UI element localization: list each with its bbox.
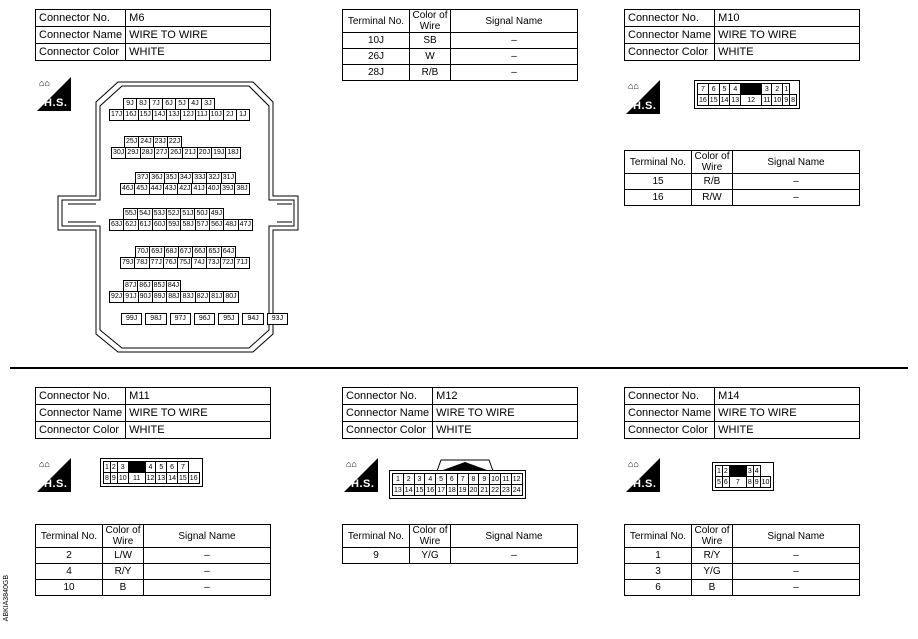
- pin-cell: 94J: [242, 313, 263, 325]
- pin-cell: 24: [512, 486, 521, 494]
- color-of-wire-header: Color of Wire: [692, 525, 733, 548]
- m14-pin-layout: [712, 462, 774, 491]
- pin-cell: 7: [457, 474, 468, 485]
- pin-cell: 13: [157, 474, 166, 482]
- section-divider: [10, 367, 908, 369]
- pin-cell: 98J: [145, 313, 166, 325]
- hs-icon: ⌂⌂ H.S.: [37, 458, 71, 492]
- pin-cell: 19: [458, 486, 467, 494]
- signal-name-header: Signal Name: [733, 525, 860, 548]
- pin-row: [716, 466, 771, 477]
- connector-color-value: WHITE: [126, 44, 271, 61]
- color-of-wire-header: Color of Wire: [692, 151, 733, 174]
- connector-name-label: Connector Name: [36, 405, 126, 422]
- pin-cell: 44J: [149, 183, 164, 195]
- signal-name-cell: –: [451, 33, 578, 49]
- connector-no-value: M6: [126, 10, 271, 27]
- pin-cell: 47J: [238, 219, 253, 231]
- signal-name-header: Signal Name: [733, 151, 860, 174]
- pin-cell: 19J: [211, 147, 226, 159]
- pin-cell: 10: [491, 475, 499, 483]
- pin-cell: 5: [717, 478, 721, 486]
- signal-name-cell: –: [733, 580, 860, 596]
- pin-cell: 28J: [140, 147, 155, 159]
- pin-cell: 4: [425, 474, 436, 485]
- connector-info-m11: [35, 387, 271, 439]
- pin-cell: 57J: [195, 219, 210, 231]
- pin-cell: 2: [723, 467, 728, 475]
- hs-icon: ⌂⌂ H.S.: [626, 80, 660, 114]
- connector-name-label: Connector Name: [343, 405, 433, 422]
- pin-cell: 48J: [223, 219, 238, 231]
- pin-cell: 38J: [234, 183, 249, 195]
- signal-name-cell: –: [733, 174, 860, 190]
- pin-cell: 37J: [135, 172, 150, 184]
- pin-cell: 4: [145, 462, 156, 473]
- connector-name-value: WIRE TO WIRE: [715, 405, 860, 422]
- pin-cell: 20: [469, 486, 478, 494]
- connector-no-value: M10: [715, 10, 860, 27]
- connector-color-label: Connector Color: [343, 422, 433, 439]
- pin-cell: 6: [167, 462, 178, 473]
- terminal-table-m12: [342, 524, 578, 564]
- pin-cell: 63J: [109, 219, 124, 231]
- signal-name-cell: –: [451, 49, 578, 65]
- pin-cell: 16: [426, 486, 435, 494]
- wire-color-cell: R/B: [692, 174, 733, 190]
- signal-name-header: Signal Name: [144, 525, 271, 548]
- pin-row: [110, 291, 239, 303]
- pin-cell: 16: [189, 474, 198, 482]
- signal-name-cell: –: [733, 190, 860, 206]
- pin-cell: 2: [772, 84, 783, 95]
- pin-row: [393, 485, 523, 496]
- connector-info-m6: [35, 9, 271, 61]
- pin-cell: 84J: [166, 280, 181, 292]
- pin-cell: 29J: [125, 147, 140, 159]
- signal-name-cell: –: [144, 564, 271, 580]
- connector-name-label: Connector Name: [625, 405, 715, 422]
- connector-color-value: WHITE: [433, 422, 578, 439]
- terminal-no-header: Terminal No.: [625, 525, 692, 548]
- pin-cell: 8J: [136, 98, 150, 110]
- terminal-no-header: Terminal No.: [343, 10, 410, 33]
- pin-row: [104, 462, 200, 473]
- pin-cell: 96J: [194, 313, 215, 325]
- pin-cell: 11: [128, 473, 145, 484]
- pin-cell: 34J: [178, 172, 193, 184]
- pin-cell: 88J: [166, 291, 181, 303]
- pin-cell: 9: [754, 478, 759, 486]
- pin-cell: 82J: [195, 291, 210, 303]
- pin-cell: 6: [446, 474, 457, 485]
- pin-cell: 17J: [109, 109, 124, 121]
- pin-cell: 72J: [220, 257, 235, 269]
- wire-color-cell: SB: [410, 33, 451, 49]
- pin-cell: 22: [491, 486, 499, 494]
- signal-name-cell: –: [144, 548, 271, 564]
- connector-no-value: M12: [433, 388, 578, 405]
- terminal-no-cell: 16: [625, 190, 692, 206]
- connector-color-label: Connector Color: [36, 44, 126, 61]
- m11-pin-layout: [100, 458, 203, 487]
- pin-cell: 4J: [188, 98, 202, 110]
- terminal-no-cell: 6: [625, 580, 692, 596]
- pin-cell: 91J: [123, 291, 138, 303]
- pin-cell: 92J: [109, 291, 124, 303]
- connector-color-label: Connector Color: [36, 422, 126, 439]
- pin-cell: 14J: [152, 109, 167, 121]
- pin-cell: 10: [773, 96, 782, 104]
- connector-info-m10: [624, 9, 860, 61]
- pin-cell: 33J: [192, 172, 207, 184]
- terminal-no-header: Terminal No.: [625, 151, 692, 174]
- pin-cell: 86J: [137, 280, 152, 292]
- pin-cell: 83J: [180, 291, 195, 303]
- pin-cell: 18J: [225, 147, 240, 159]
- pin-cell: 30J: [111, 147, 126, 159]
- connector-no-label: Connector No.: [36, 10, 126, 27]
- pin-cell: 73J: [206, 257, 221, 269]
- pin-cell: 56J: [209, 219, 224, 231]
- table-row: [625, 174, 860, 190]
- pin-row: [118, 313, 288, 325]
- terminal-no-cell: 2: [36, 548, 103, 564]
- terminal-no-cell: 28J: [343, 65, 410, 81]
- wire-color-cell: R/Y: [103, 564, 144, 580]
- pin-cell: 1J: [236, 109, 250, 121]
- pin-cell: 8: [747, 478, 752, 486]
- signal-name-cell: –: [451, 65, 578, 81]
- pin-cell: 58J: [180, 219, 195, 231]
- pin-cell: 12: [146, 474, 155, 482]
- table-row: [625, 564, 860, 580]
- pin-cell: 8: [791, 96, 796, 104]
- pin-cell: 11J: [195, 109, 210, 121]
- pin-cell: 3: [762, 84, 772, 95]
- pin-cell: 67J: [178, 246, 193, 258]
- pin-cell: 1: [784, 85, 789, 93]
- pin-row: [104, 473, 200, 484]
- pin-cell: 21: [480, 486, 489, 494]
- pin-cell: 7: [698, 84, 709, 95]
- terminal-no-cell: 4: [36, 564, 103, 580]
- pin-cell: 97J: [170, 313, 191, 325]
- pin-cell: 71J: [234, 257, 249, 269]
- pin-cell: 16J: [123, 109, 138, 121]
- pin-cell: 55J: [123, 208, 138, 220]
- pin-cell: 85J: [152, 280, 167, 292]
- pin-cell: 27J: [154, 147, 169, 159]
- pin-cell: 25J: [124, 136, 139, 148]
- pin-cell: 17: [437, 486, 445, 494]
- connector-name-value: WIRE TO WIRE: [126, 27, 271, 44]
- terminal-table-m14: [624, 524, 860, 596]
- pin-cell: 42J: [177, 183, 192, 195]
- pin-cell: 99J: [121, 313, 142, 325]
- pin-cell: 10: [118, 474, 127, 482]
- pin-cell: 8: [105, 474, 109, 482]
- pin-cell: 35J: [164, 172, 179, 184]
- pin-cell: 4: [754, 467, 759, 475]
- hs-icon: ⌂⌂ H.S.: [626, 458, 660, 492]
- pin-cell: 40J: [206, 183, 221, 195]
- color-of-wire-header: Color of Wire: [410, 10, 451, 33]
- pin-cell: 53J: [152, 208, 167, 220]
- pin-row: [121, 183, 250, 195]
- pin-cell: 78J: [134, 257, 149, 269]
- pin-cell: 76J: [163, 257, 178, 269]
- pin-cell: 51J: [180, 208, 195, 220]
- pin-cell: 36J: [149, 172, 164, 184]
- wire-color-cell: Y/G: [410, 548, 451, 564]
- connector-info-m14: [624, 387, 860, 439]
- pin-cell: 32J: [206, 172, 221, 184]
- signal-name-cell: –: [451, 548, 578, 564]
- pin-cell: 1: [393, 474, 404, 485]
- pin-cell: 5: [719, 84, 730, 95]
- hs-icon: ⌂⌂ H.S.: [37, 77, 71, 111]
- pin-cell: 15: [709, 96, 718, 104]
- pin-cell: 22J: [167, 136, 182, 148]
- pin-cell: 52J: [166, 208, 181, 220]
- wire-color-cell: W: [410, 49, 451, 65]
- connector-name-value: WIRE TO WIRE: [126, 405, 271, 422]
- pin-cell: 75J: [177, 257, 192, 269]
- pin-cell: 2J: [223, 109, 237, 121]
- terminal-no-cell: 10J: [343, 33, 410, 49]
- connector-no-label: Connector No.: [625, 10, 715, 27]
- table-row: [343, 49, 578, 65]
- pin-cell: 26J: [168, 147, 183, 159]
- signal-name-header: Signal Name: [451, 10, 578, 33]
- table-row: [343, 65, 578, 81]
- pin-cell: 2: [403, 474, 414, 485]
- pin-cell: 9: [479, 474, 490, 485]
- pin-cell: 4: [730, 84, 741, 95]
- pin-cell: 49J: [209, 208, 224, 220]
- table-row: [343, 548, 578, 564]
- pin-cell: 11: [763, 96, 771, 104]
- pin-cell: 14: [404, 486, 413, 494]
- pin-row: [393, 474, 523, 485]
- pin-cell: 3: [747, 467, 752, 475]
- pin-cell: 79J: [120, 257, 135, 269]
- pin-cell: 46J: [120, 183, 135, 195]
- terminal-no-cell: 10: [36, 580, 103, 596]
- table-row: [625, 580, 860, 596]
- connector-name-label: Connector Name: [36, 27, 126, 44]
- pin-cell: 65J: [206, 246, 221, 258]
- pin-cell: 74J: [191, 257, 206, 269]
- pin-cell: 7: [178, 462, 189, 473]
- pin-cell: 1: [105, 463, 109, 471]
- pin-cell: 23: [501, 486, 510, 494]
- pin-cell: 6: [723, 478, 728, 486]
- pin-cell: 10: [761, 478, 770, 486]
- pin-row: [698, 95, 797, 106]
- pin-cell: 77J: [149, 257, 164, 269]
- color-of-wire-header: Color of Wire: [103, 525, 144, 548]
- table-row: [36, 548, 271, 564]
- terminal-table-m6: [342, 9, 578, 81]
- terminal-no-cell: 9: [343, 548, 410, 564]
- pin-cell: 89J: [152, 291, 167, 303]
- connector-color-label: Connector Color: [625, 44, 715, 61]
- pin-cell: 80J: [223, 291, 238, 303]
- pin-cell: 64J: [221, 246, 236, 258]
- wire-color-cell: B: [692, 580, 733, 596]
- terminal-no-header: Terminal No.: [36, 525, 103, 548]
- connector-no-label: Connector No.: [343, 388, 433, 405]
- pin-cell: 9J: [123, 98, 137, 110]
- pin-cell: [729, 466, 746, 477]
- color-of-wire-header: Color of Wire: [410, 525, 451, 548]
- pin-cell: 20J: [197, 147, 212, 159]
- pin-cell: [128, 462, 145, 473]
- pin-cell: 5J: [175, 98, 189, 110]
- connector-color-value: WHITE: [715, 44, 860, 61]
- table-row: [343, 33, 578, 49]
- pin-cell: 24J: [138, 136, 153, 148]
- pin-cell: 21J: [182, 147, 197, 159]
- pin-cell: 3J: [201, 98, 215, 110]
- pin-cell: 15: [415, 486, 424, 494]
- pin-row: [110, 109, 250, 121]
- pin-cell: 7J: [149, 98, 163, 110]
- pin-cell: 5: [436, 474, 447, 485]
- pin-cell: 14: [168, 474, 176, 482]
- pin-cell: 81J: [209, 291, 224, 303]
- table-row: [625, 190, 860, 206]
- pin-cell: 6: [708, 84, 719, 95]
- pin-cell: 12: [741, 95, 762, 106]
- connector-name-label: Connector Name: [625, 27, 715, 44]
- figure-code: ABKIA3840GB: [3, 575, 10, 622]
- terminal-no-cell: 15: [625, 174, 692, 190]
- connector-no-value: M14: [715, 388, 860, 405]
- pin-row: [698, 84, 797, 95]
- pin-cell: 45J: [134, 183, 149, 195]
- table-row: [625, 548, 860, 564]
- connector-no-value: M11: [126, 388, 271, 405]
- wire-color-cell: Y/G: [692, 564, 733, 580]
- connector-info-m12: [342, 387, 578, 439]
- m10-pin-layout: [694, 80, 800, 109]
- pin-cell: 54J: [137, 208, 152, 220]
- table-row: [36, 564, 271, 580]
- pin-cell: 11: [502, 475, 510, 483]
- pin-cell: 3: [117, 462, 128, 473]
- pin-cell: 1: [717, 467, 721, 475]
- pin-cell: 95J: [218, 313, 239, 325]
- connector-no-label: Connector No.: [625, 388, 715, 405]
- pin-cell: 12J: [180, 109, 195, 121]
- pin-cell: 43J: [163, 183, 178, 195]
- pin-cell: 41J: [191, 183, 206, 195]
- connector-color-value: WHITE: [126, 422, 271, 439]
- pin-row: [112, 147, 241, 159]
- connector-no-label: Connector No.: [36, 388, 126, 405]
- pin-cell: 13: [394, 486, 402, 494]
- terminal-no-header: Terminal No.: [343, 525, 410, 548]
- terminal-table-m10: [624, 150, 860, 206]
- pin-cell: 9: [784, 96, 789, 104]
- pin-cell: 61J: [138, 219, 153, 231]
- pin-cell: 2: [111, 463, 116, 471]
- pin-cell: 15J: [138, 109, 153, 121]
- connector-color-label: Connector Color: [625, 422, 715, 439]
- pin-cell: 23J: [153, 136, 168, 148]
- pin-cell: 50J: [194, 208, 209, 220]
- pin-row: [110, 219, 253, 231]
- table-row: [36, 580, 271, 596]
- wire-color-cell: R/Y: [692, 548, 733, 564]
- wire-color-cell: L/W: [103, 548, 144, 564]
- pin-cell: 14: [720, 96, 729, 104]
- wire-color-cell: R/W: [692, 190, 733, 206]
- terminal-no-cell: 3: [625, 564, 692, 580]
- pin-cell: 93J: [267, 313, 288, 325]
- terminal-no-cell: 1: [625, 548, 692, 564]
- connector-name-value: WIRE TO WIRE: [715, 27, 860, 44]
- pin-cell: 68J: [164, 246, 179, 258]
- pin-cell: 60J: [152, 219, 167, 231]
- pin-cell: 8: [468, 474, 479, 485]
- pin-cell: 90J: [138, 291, 153, 303]
- pin-cell: 18: [447, 486, 456, 494]
- pin-cell: 9: [111, 474, 116, 482]
- pin-cell: 3: [414, 474, 425, 485]
- connector-name-value: WIRE TO WIRE: [433, 405, 578, 422]
- signal-name-cell: –: [733, 564, 860, 580]
- signal-name-cell: –: [144, 580, 271, 596]
- pin-cell: 59J: [166, 219, 181, 231]
- terminal-no-cell: 26J: [343, 49, 410, 65]
- pin-cell: 31J: [221, 172, 236, 184]
- connector-color-value: WHITE: [715, 422, 860, 439]
- signal-name-cell: –: [733, 548, 860, 564]
- pin-cell: 69J: [149, 246, 164, 258]
- pin-cell: 6J: [162, 98, 176, 110]
- pin-cell: [741, 84, 762, 95]
- signal-name-header: Signal Name: [451, 525, 578, 548]
- pin-cell: 13: [731, 96, 740, 104]
- pin-cell: 5: [156, 462, 167, 473]
- pin-row: [716, 477, 771, 488]
- pin-cell: 12: [512, 475, 521, 483]
- wire-color-cell: R/B: [410, 65, 451, 81]
- pin-cell: 87J: [123, 280, 138, 292]
- pin-cell: 62J: [123, 219, 138, 231]
- pin-cell: 39J: [220, 183, 235, 195]
- m12-pin-layout: [389, 470, 526, 499]
- wire-color-cell: B: [103, 580, 144, 596]
- hs-icon: ⌂⌂ H.S.: [344, 458, 378, 492]
- terminal-table-m11: [35, 524, 271, 596]
- pin-cell: 10J: [209, 109, 224, 121]
- pin-cell: 70J: [135, 246, 150, 258]
- pin-cell: 13J: [166, 109, 181, 121]
- pin-cell: 7: [729, 477, 746, 488]
- pin-cell: 66J: [192, 246, 207, 258]
- pin-cell: 16: [699, 96, 707, 104]
- pin-row: [121, 257, 250, 269]
- pin-cell: 15: [179, 474, 187, 482]
